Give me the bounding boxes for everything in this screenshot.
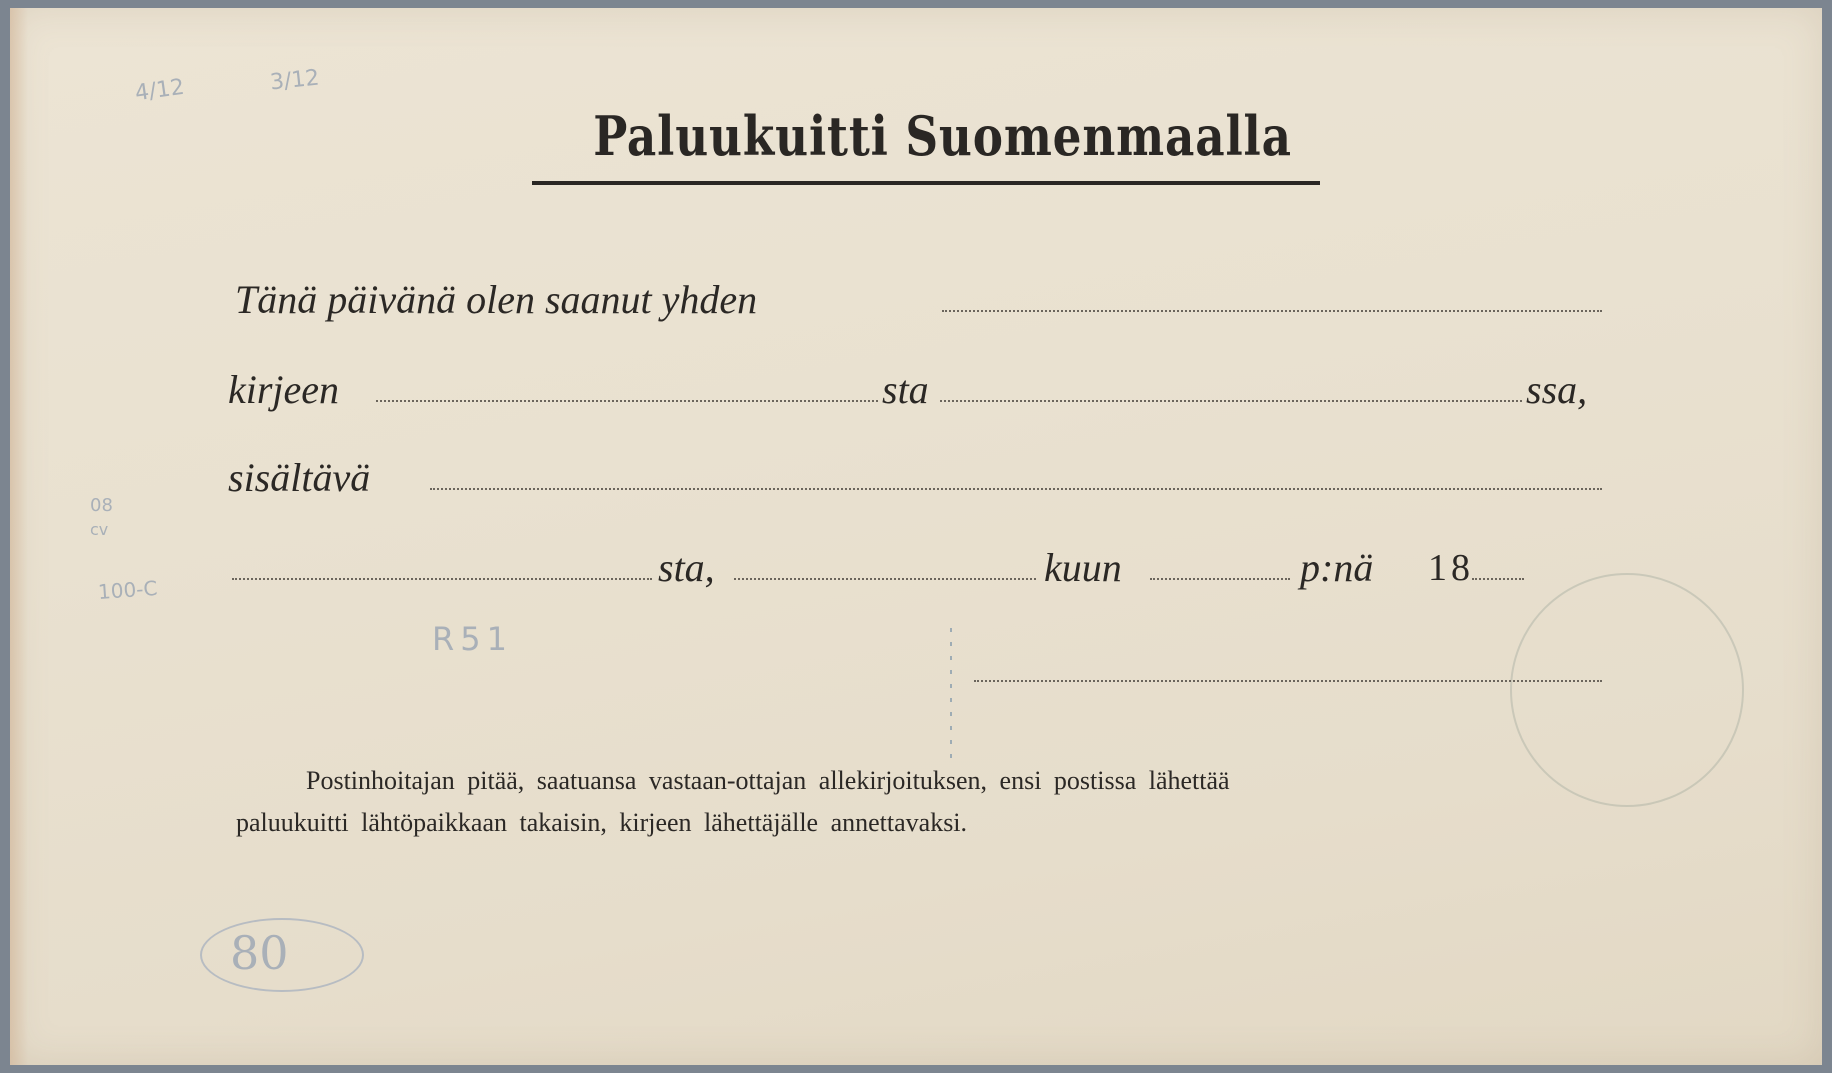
form-line-received: Tänä päivänä olen saanut yhden <box>235 277 758 322</box>
pencil-price: 80 <box>230 926 289 980</box>
pencil-note-date-b: 3/12 <box>268 65 321 96</box>
pencil-note-margin-a: 08 <box>90 495 113 516</box>
form-label-from: sta <box>882 367 929 412</box>
form-title: Paluukuitti Suomenmaalla <box>593 104 1292 168</box>
title-underline <box>532 181 1320 185</box>
fill-line-from[interactable] <box>940 400 1522 402</box>
form-label-letter: kirjeen <box>228 367 340 412</box>
fill-line-letter[interactable] <box>376 400 878 402</box>
instructions-line-1: Postinhoitajan pitää, saatuansa vastaan-ottajan allekirjoituksen, ensi postissa lähettää <box>306 766 1230 795</box>
form-label-day: p:nä <box>1300 545 1374 590</box>
form-year-prefix: 18 <box>1428 547 1474 589</box>
fill-line-year[interactable] <box>1472 578 1524 580</box>
form-label-containing: sisältävä <box>228 455 371 500</box>
postmaster-instructions <box>236 760 1616 844</box>
pencil-note-margin-c: 100-C <box>97 575 159 605</box>
form-label-place-suffix: sta, <box>658 545 715 590</box>
instructions-line-2: paluukuitti lähtöpaikkaan takaisin, kirjeen lähettäjälle annettavaksi. <box>236 808 968 837</box>
return-receipt-form <box>10 8 1822 1065</box>
form-label-month: kuun <box>1044 545 1122 590</box>
fill-line-place[interactable] <box>232 578 652 580</box>
fill-line-received[interactable] <box>942 310 1602 312</box>
fold-crease <box>950 628 952 758</box>
pencil-note-date-a: 4/12 <box>133 74 186 107</box>
fill-line-month[interactable] <box>734 578 1036 580</box>
signature-line[interactable] <box>974 680 1602 682</box>
pencil-note-margin-b: cv <box>90 520 109 539</box>
pencil-note-ref: R51 <box>432 620 513 658</box>
form-label-at: ssa, <box>1526 367 1588 412</box>
fill-line-containing[interactable] <box>430 488 1602 490</box>
fill-line-day[interactable] <box>1150 578 1290 580</box>
